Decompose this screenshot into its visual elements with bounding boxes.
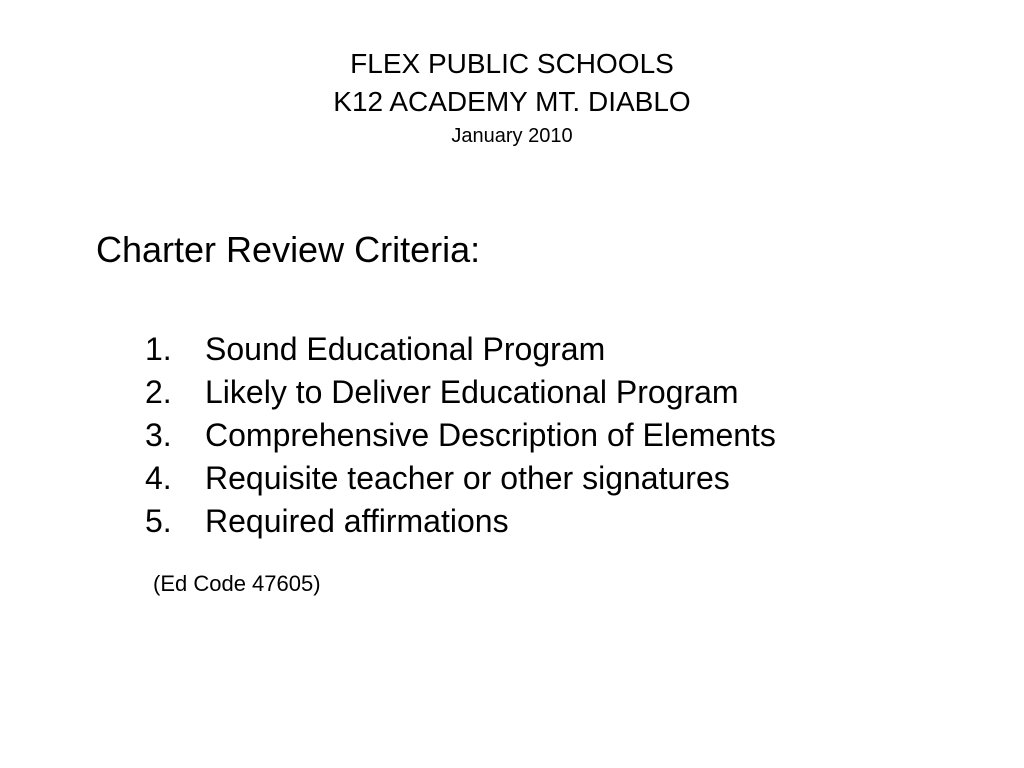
slide-header: [0, 45, 1024, 151]
criteria-number: 3.: [145, 417, 172, 453]
criteria-item: [145, 457, 776, 500]
criteria-number: 2.: [145, 374, 172, 410]
criteria-text: Requisite teacher or other signatures: [205, 460, 730, 496]
citation: (Ed Code 47605): [153, 571, 321, 596]
criteria-number: 5.: [145, 503, 172, 539]
criteria-text: Likely to Deliver Educational Program: [205, 374, 739, 410]
criteria-text: Sound Educational Program: [205, 331, 606, 367]
criteria-item: [145, 414, 776, 457]
slide-date: January 2010: [451, 125, 573, 147]
criteria-number: 1.: [145, 331, 172, 367]
academy-name: K12 ACADEMY MT. DIABLO: [333, 86, 691, 117]
organization-name: FLEX PUBLIC SCHOOLS: [350, 48, 674, 79]
criteria-item: [145, 500, 776, 543]
criteria-list: [145, 328, 776, 543]
criteria-text: Required affirmations: [205, 503, 509, 539]
section-title: Charter Review Criteria:: [96, 229, 481, 270]
criteria-item: [145, 371, 776, 414]
criteria-text: Comprehensive Description of Elements: [205, 417, 776, 453]
criteria-item: [145, 328, 776, 371]
criteria-number: 4.: [145, 460, 172, 496]
